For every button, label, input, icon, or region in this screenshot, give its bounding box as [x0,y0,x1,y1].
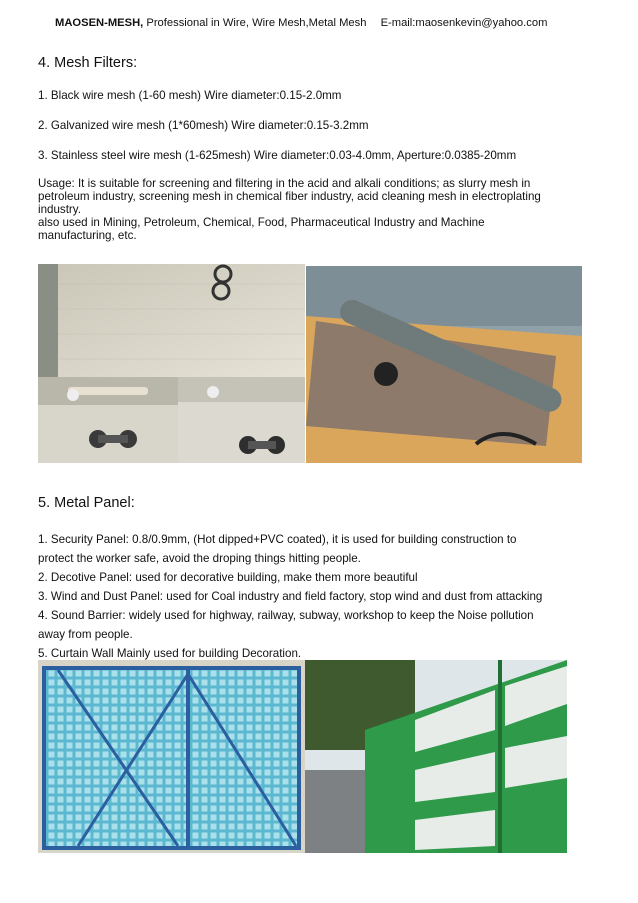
panel-line: 2. Decotive Panel: used for decorative building, make them more beautiful [38,571,418,584]
panel-line: 4. Sound Barrier: widely used for highway, railway, subway, workshop to keep the Noise pollution [38,609,534,622]
mesh-rolled-on-floor-photo [306,266,582,463]
panel-line: 1. Security Panel: 0.8/0.9mm, (Hot dipped+PVC coated), it is used for building construction to [38,533,517,546]
metal-panel-list [38,530,542,663]
usage-line: also used in Mining, Petroleum, Chemical, Food, Pharmaceutical Industry and Machine [38,216,485,229]
mesh-item-1: 1. Black wire mesh (1-60 mesh) Wire diameter:0.15-2.0mm [38,89,342,102]
mesh-item-3: 3. Stainless steel wire mesh (1-625mesh) Wire diameter:0.03-4.0mm, Aperture:0.0385-20mm [38,149,517,162]
brand-name: MAOSEN-MESH, [55,17,144,29]
mesh-cutting-photo [38,377,178,463]
mesh-roll-photo [38,264,305,377]
panel-line: away from people. [38,628,133,641]
usage-line: Usage: It is suitable for screening and filtering in the acid and alkali conditions; as slurry mesh in [38,177,531,190]
section-4-title: 4. Mesh Filters: [38,55,138,71]
panel-line: protect the worker safe, avoid the droping things hitting people. [38,552,361,565]
brand-tagline: Professional in Wire, Wire Mesh,Metal Mesh [143,17,367,29]
page-header [55,17,547,29]
usage-line: industry. [38,203,81,216]
security-panel-photo [38,660,305,853]
panel-line: 3. Wind and Dust Panel: used for Coal industry and field factory, stop wind and dust from attacking [38,590,543,603]
contact-email: E-mail:maosenkevin@yahoo.com [380,17,548,29]
panel-line: 5. Curtain Wall Mainly used for building Decoration. [38,647,302,660]
mesh-item-2: 2. Galvanized wire mesh (1*60mesh) Wire diameter:0.15-3.2mm [38,119,369,132]
mesh-rolling-photo [178,377,305,463]
usage-line: petroleum industry, screening mesh in chemical fiber industry, acid cleaning mesh in electroplating [38,190,541,203]
usage-paragraph [38,177,603,242]
section-5-title: 5. Metal Panel: [38,495,135,511]
sound-barrier-photo [305,660,567,853]
usage-line: manufacturing, etc. [38,229,137,242]
